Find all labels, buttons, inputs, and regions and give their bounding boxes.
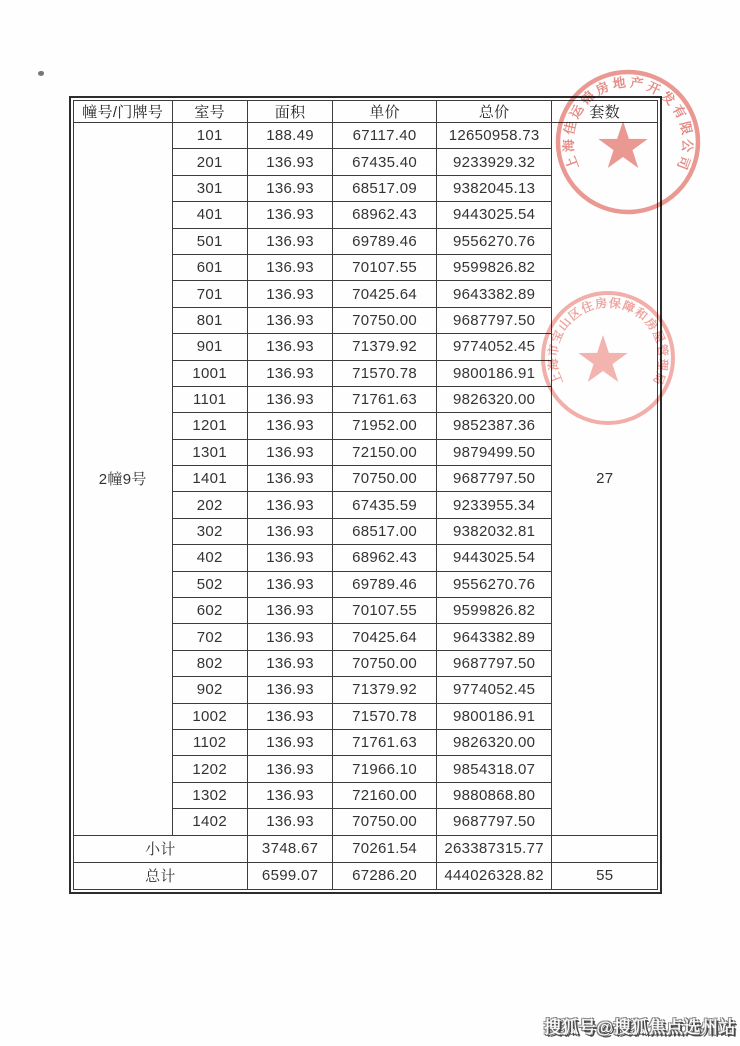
cell-room: 1202 <box>172 756 247 782</box>
subtotal-unit-price-cell: 70261.54 <box>333 835 437 862</box>
col-header-room: 室号 <box>172 101 247 123</box>
total-count-cell: 55 <box>552 862 658 889</box>
total-total-price-cell: 444026328.82 <box>436 862 552 889</box>
cell-unit-price: 68517.00 <box>333 518 437 544</box>
cell-room: 601 <box>172 254 247 280</box>
housing-authority-seal-stamp <box>523 273 693 443</box>
cell-total-price: 9852387.36 <box>436 413 552 439</box>
subtotal-label-cell: 小计 <box>74 835 248 862</box>
subtotal-row <box>74 835 658 862</box>
cell-total-price: 9800186.91 <box>436 703 552 729</box>
cell-area: 136.93 <box>247 624 332 650</box>
cell-room: 202 <box>172 492 247 518</box>
cell-unit-price: 72160.00 <box>333 782 437 808</box>
scan-speck <box>38 71 44 76</box>
total-row <box>74 862 658 889</box>
cell-area: 136.93 <box>247 729 332 755</box>
cell-total-price: 9774052.45 <box>436 677 552 703</box>
cell-unit-price: 70750.00 <box>333 809 437 835</box>
unit-count-cell: 27 <box>552 123 658 836</box>
cell-area: 136.93 <box>247 782 332 808</box>
cell-area: 136.93 <box>247 466 332 492</box>
cell-unit-price: 71761.63 <box>333 729 437 755</box>
cell-area: 136.93 <box>247 439 332 465</box>
cell-area: 136.93 <box>247 175 332 201</box>
cell-total-price: 9687797.50 <box>436 307 552 333</box>
cell-room: 101 <box>172 123 247 149</box>
cell-total-price: 9556270.76 <box>436 571 552 597</box>
cell-unit-price: 71379.92 <box>333 677 437 703</box>
cell-area: 136.93 <box>247 386 332 412</box>
cell-room: 701 <box>172 281 247 307</box>
total-label-cell: 总计 <box>74 862 248 889</box>
col-header-unit-price: 单价 <box>333 101 437 123</box>
cell-unit-price: 71570.78 <box>333 360 437 386</box>
developer-company-seal-stamp <box>543 57 713 227</box>
cell-total-price: 9880868.80 <box>436 782 552 808</box>
col-header-area: 面积 <box>247 101 332 123</box>
cell-unit-price: 68517.09 <box>333 175 437 201</box>
cell-unit-price: 70107.55 <box>333 598 437 624</box>
cell-room: 201 <box>172 149 247 175</box>
cell-room: 502 <box>172 571 247 597</box>
cell-total-price: 9382045.13 <box>436 175 552 201</box>
sohu-watermark: 搜狐号@搜狐焦点选州站 <box>543 1018 736 1037</box>
cell-total-price: 9443025.54 <box>436 545 552 571</box>
cell-total-price: 9599826.82 <box>436 598 552 624</box>
cell-room: 301 <box>172 175 247 201</box>
cell-unit-price: 71952.00 <box>333 413 437 439</box>
subtotal-count-cell <box>552 835 658 862</box>
cell-area: 136.93 <box>247 677 332 703</box>
cell-area: 136.93 <box>247 413 332 439</box>
cell-area: 136.93 <box>247 228 332 254</box>
cell-area: 136.93 <box>247 307 332 333</box>
cell-total-price: 12650958.73 <box>436 123 552 149</box>
cell-unit-price: 69789.46 <box>333 571 437 597</box>
cell-unit-price: 70750.00 <box>333 307 437 333</box>
subtotal-area-cell: 3748.67 <box>247 835 332 862</box>
cell-total-price: 9687797.50 <box>436 809 552 835</box>
cell-total-price: 9687797.50 <box>436 466 552 492</box>
cell-unit-price: 69789.46 <box>333 228 437 254</box>
cell-area: 136.93 <box>247 598 332 624</box>
cell-total-price: 9443025.54 <box>436 202 552 228</box>
cell-room: 501 <box>172 228 247 254</box>
cell-area: 136.93 <box>247 650 332 676</box>
developer-seal-text: 上海佳运锦房地产开发有限公司 <box>560 74 696 172</box>
cell-unit-price: 70750.00 <box>333 466 437 492</box>
cell-room: 1402 <box>172 809 247 835</box>
cell-area: 136.93 <box>247 756 332 782</box>
cell-room: 402 <box>172 545 247 571</box>
cell-room: 1302 <box>172 782 247 808</box>
col-header-total-price: 总价 <box>436 101 552 123</box>
cell-area: 136.93 <box>247 149 332 175</box>
total-area-cell: 6599.07 <box>247 862 332 889</box>
building-label-cell: 2幢9号 <box>74 123 173 836</box>
cell-room: 802 <box>172 650 247 676</box>
cell-room: 1401 <box>172 466 247 492</box>
cell-total-price: 9826320.00 <box>436 729 552 755</box>
authority-seal-text: 上海市宝山区住房保障和房屋管理局 <box>545 295 671 387</box>
cell-total-price: 9382032.81 <box>436 518 552 544</box>
cell-room: 702 <box>172 624 247 650</box>
cell-unit-price: 72150.00 <box>333 439 437 465</box>
cell-total-price: 9599826.82 <box>436 254 552 280</box>
cell-unit-price: 70425.64 <box>333 281 437 307</box>
cell-total-price: 9687797.50 <box>436 650 552 676</box>
cell-room: 302 <box>172 518 247 544</box>
cell-area: 136.93 <box>247 492 332 518</box>
cell-area: 136.93 <box>247 545 332 571</box>
cell-total-price: 9233929.32 <box>436 149 552 175</box>
cell-area: 136.93 <box>247 360 332 386</box>
cell-unit-price: 67117.40 <box>333 123 437 149</box>
cell-unit-price: 70107.55 <box>333 254 437 280</box>
cell-total-price: 9879499.50 <box>436 439 552 465</box>
total-unit-price-cell: 67286.20 <box>333 862 437 889</box>
cell-area: 136.93 <box>247 571 332 597</box>
cell-total-price: 9774052.45 <box>436 334 552 360</box>
cell-room: 1002 <box>172 703 247 729</box>
cell-total-price: 9643382.89 <box>436 281 552 307</box>
subtotal-total-price-cell: 263387315.77 <box>436 835 552 862</box>
cell-unit-price: 67435.59 <box>333 492 437 518</box>
cell-unit-price: 70425.64 <box>333 624 437 650</box>
cell-total-price: 9826320.00 <box>436 386 552 412</box>
cell-unit-price: 71379.92 <box>333 334 437 360</box>
cell-unit-price: 68962.43 <box>333 545 437 571</box>
cell-room: 401 <box>172 202 247 228</box>
cell-room: 1101 <box>172 386 247 412</box>
col-header-building: 幢号/门牌号 <box>74 101 173 123</box>
cell-area: 136.93 <box>247 202 332 228</box>
cell-unit-price: 71570.78 <box>333 703 437 729</box>
star-icon <box>598 121 647 168</box>
cell-total-price: 9854318.07 <box>436 756 552 782</box>
cell-room: 902 <box>172 677 247 703</box>
star-icon <box>578 335 627 382</box>
cell-room: 801 <box>172 307 247 333</box>
cell-area: 136.93 <box>247 703 332 729</box>
cell-total-price: 9556270.76 <box>436 228 552 254</box>
cell-unit-price: 67435.40 <box>333 149 437 175</box>
cell-area: 136.93 <box>247 809 332 835</box>
cell-total-price: 9233955.34 <box>436 492 552 518</box>
cell-total-price: 9643382.89 <box>436 624 552 650</box>
cell-area: 188.49 <box>247 123 332 149</box>
cell-room: 1102 <box>172 729 247 755</box>
cell-room: 901 <box>172 334 247 360</box>
col-header-unit-count: 套数 <box>552 101 658 123</box>
cell-unit-price: 68962.43 <box>333 202 437 228</box>
cell-unit-price: 70750.00 <box>333 650 437 676</box>
cell-area: 136.93 <box>247 254 332 280</box>
cell-room: 1001 <box>172 360 247 386</box>
cell-room: 1301 <box>172 439 247 465</box>
cell-area: 136.93 <box>247 518 332 544</box>
cell-unit-price: 71761.63 <box>333 386 437 412</box>
cell-room: 1201 <box>172 413 247 439</box>
cell-area: 136.93 <box>247 334 332 360</box>
cell-room: 602 <box>172 598 247 624</box>
cell-area: 136.93 <box>247 281 332 307</box>
cell-total-price: 9800186.91 <box>436 360 552 386</box>
cell-unit-price: 71966.10 <box>333 756 437 782</box>
